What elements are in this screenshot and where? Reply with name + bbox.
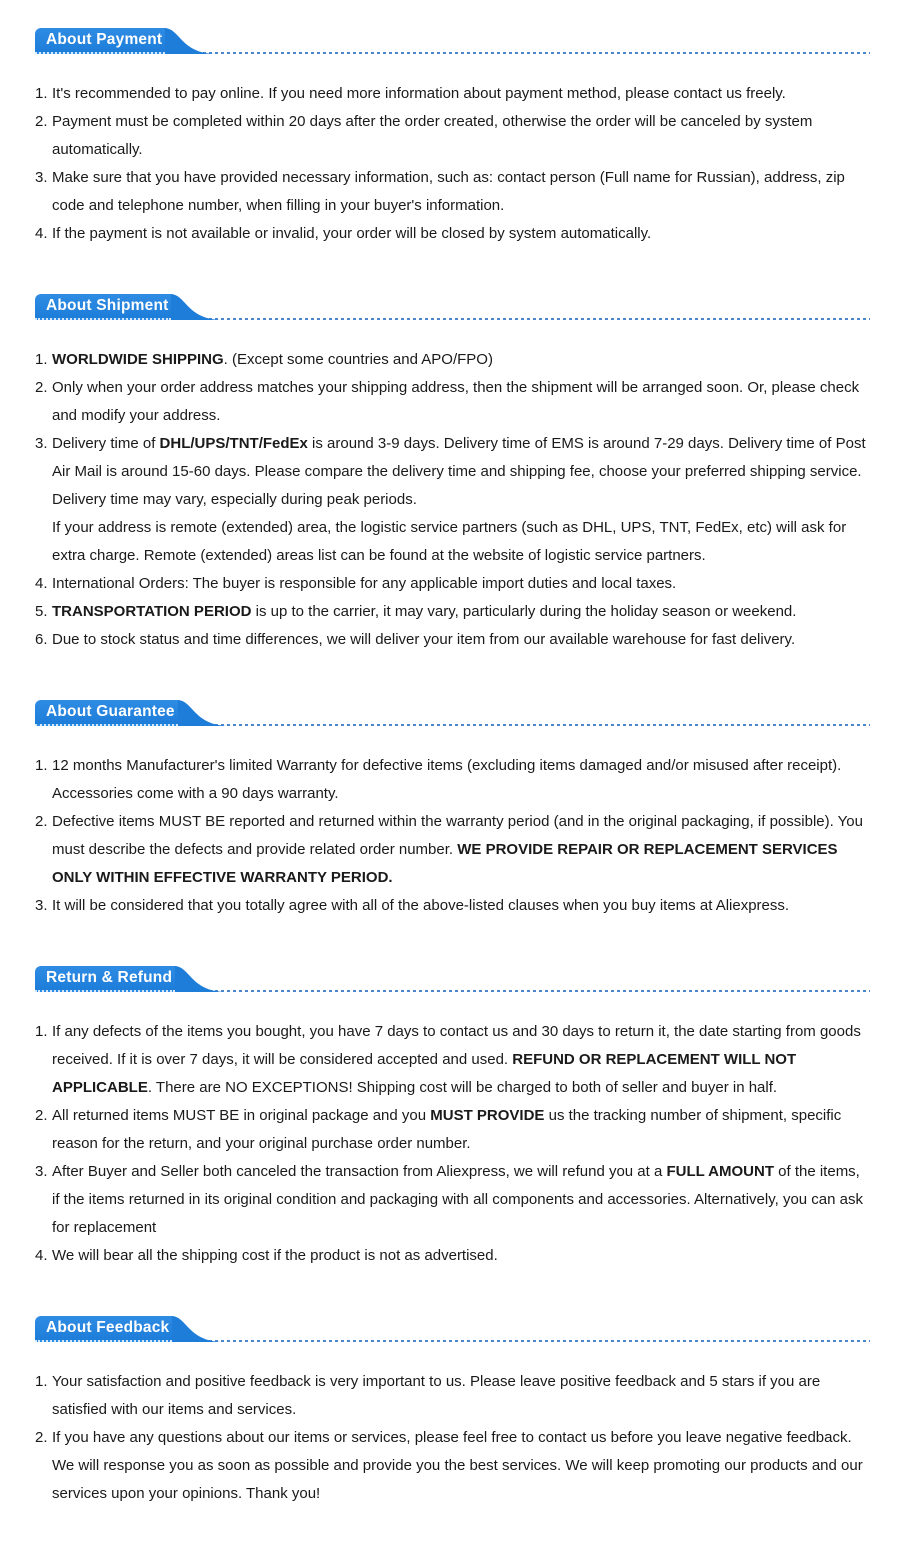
text-run-bold: WE PROVIDE REPAIR OR REPLACEMENT SERVICES ONLY WITHIN EFFECTIVE WARRANTY PERIOD. [52, 841, 838, 886]
text-run: International Orders: The buyer is responsible for any applicable import duties and local taxes. [52, 575, 677, 592]
item-number: 2. [35, 379, 48, 396]
policy-item [35, 1158, 870, 1242]
section-header [35, 700, 870, 726]
policy-item [35, 1102, 870, 1158]
item-number: 1. [35, 85, 48, 102]
item-text [52, 1018, 870, 1102]
ribbon-tail-icon [172, 1316, 222, 1342]
text-run: All returned items MUST BE in original package and you [52, 1107, 431, 1124]
item-number: 2. [35, 113, 48, 130]
ribbon-rect [35, 1316, 172, 1342]
item-number: 1. [35, 351, 48, 368]
item-number: 3. [35, 169, 48, 186]
item-paragraph [52, 220, 870, 248]
ribbon-rect [35, 28, 165, 54]
item-paragraph [52, 108, 870, 164]
item-number: 2. [35, 813, 48, 830]
text-run: Delivery time of [52, 435, 160, 452]
section-items [35, 1368, 870, 1508]
section-ribbon [35, 700, 228, 726]
policy-item [35, 374, 870, 430]
item-number: 1. [35, 757, 48, 774]
item-number: 1. [35, 1023, 48, 1040]
item-paragraph [52, 1102, 870, 1158]
item-text [52, 1158, 870, 1242]
policy-item [35, 80, 870, 108]
item-text [52, 598, 870, 626]
ribbon-tail-icon [178, 700, 228, 726]
text-run: If you have any questions about our items or services, please feel free to contact us before you leave negative feedback. We will response you as soon as possible and provide you the best services. We will keep promoting our products and our services upon your opinions. Thank you! [52, 1429, 863, 1502]
policy-item [35, 346, 870, 374]
item-text [52, 80, 870, 108]
item-paragraph [52, 1368, 870, 1424]
item-paragraph [52, 892, 870, 920]
item-text [52, 1102, 870, 1158]
policy-section-about-shipment [35, 294, 870, 654]
section-items [35, 346, 870, 654]
section-title: About Guarantee [46, 702, 175, 720]
section-title: About Feedback [46, 1318, 170, 1336]
policy-item [35, 1368, 870, 1424]
item-number: 3. [35, 1163, 48, 1180]
item-paragraph [52, 430, 870, 514]
text-run-bold: REFUND OR REPLACEMENT WILL NOT APPLICABLE [52, 1051, 797, 1096]
item-paragraph [52, 164, 870, 220]
item-text [52, 220, 870, 248]
policy-item [35, 570, 870, 598]
item-paragraph [52, 1242, 870, 1270]
policy-sections [35, 28, 870, 1508]
ribbon-rect [35, 700, 178, 726]
text-run-bold: TRANSPORTATION PERIOD [52, 603, 252, 620]
section-header [35, 28, 870, 54]
ribbon-rect [35, 966, 175, 992]
item-number: 6. [35, 631, 48, 648]
section-items [35, 80, 870, 248]
policy-item [35, 1242, 870, 1270]
text-run: Make sure that you have provided necessary information, such as: contact person (Full name for Russian), address, zip code and telephone number, when filling in your buyer's information. [52, 169, 845, 214]
text-run: If the payment is not available or invalid, your order will be closed by system automatically. [52, 225, 652, 242]
text-run: Your satisfaction and positive feedback is very important to us. Please leave positive feedback and 5 stars if you are satisfied with our items and services. [52, 1373, 821, 1418]
section-ribbon [35, 28, 215, 54]
item-paragraph [52, 752, 870, 808]
item-text [52, 892, 870, 920]
text-run: If any defects of the items you bought, you have 7 days to contact us and 30 days to return it, the date starting from goods received. If it is over 7 days, it will be considered accepted and used. [52, 1023, 861, 1068]
section-ribbon [35, 966, 225, 992]
text-run: Due to stock status and time differences, we will deliver your item from our available warehouse for fast delivery. [52, 631, 796, 648]
text-run: If your address is remote (extended) area, the logistic service partners (such as DHL, UPS, TNT, FedEx, etc) will ask for extra charge. Remote (extended) areas list can be found at the website of logistic service partners. [52, 519, 847, 564]
text-run: It's recommended to pay online. If you need more information about payment method, please contact us freely. [52, 85, 786, 102]
item-paragraph [52, 514, 870, 570]
item-text [52, 1242, 870, 1270]
policy-item [35, 220, 870, 248]
section-header [35, 1316, 870, 1342]
text-run-bold: WORLDWIDE SHIPPING [52, 351, 224, 368]
policy-section-about-feedback [35, 1316, 870, 1508]
item-text [52, 1424, 870, 1508]
item-text [52, 1368, 870, 1424]
text-run: . There are NO EXCEPTIONS! Shipping cost will be charged to both of seller and buyer in half. [147, 1079, 778, 1096]
section-header [35, 294, 870, 320]
policy-item [35, 1018, 870, 1102]
item-number: 3. [35, 435, 48, 452]
item-paragraph [52, 626, 870, 654]
section-title: About Payment [46, 30, 163, 48]
item-text [52, 108, 870, 164]
section-items [35, 752, 870, 920]
text-run: 12 months Manufacturer's limited Warranty for defective items (excluding items damaged and/or misused after receipt). Accessories come with a 90 days warranty. [52, 757, 842, 802]
item-text [52, 808, 870, 892]
policy-item [35, 752, 870, 808]
policy-section-return-refund [35, 966, 870, 1270]
text-run: . (Except some countries and APO/FPO) [223, 351, 493, 368]
policy-item [35, 626, 870, 654]
text-run-bold: DHL/UPS/TNT/FedEx [159, 435, 308, 452]
item-number: 4. [35, 225, 48, 242]
item-number: 4. [35, 1247, 48, 1264]
text-run: After Buyer and Seller both canceled the transaction from Aliexpress, we will refund you at a [52, 1163, 667, 1180]
item-text [52, 626, 870, 654]
policy-item [35, 108, 870, 164]
item-number: 4. [35, 575, 48, 592]
section-ribbon [35, 1316, 222, 1342]
text-run: It will be considered that you totally agree with all of the above-listed clauses when you buy items at Aliexpress. [52, 897, 790, 914]
policy-section-about-payment [35, 28, 870, 248]
item-number: 2. [35, 1429, 48, 1446]
item-paragraph [52, 1018, 870, 1102]
item-text [52, 374, 870, 430]
text-run: Payment must be completed within 20 days after the order created, otherwise the order will be canceled by system automatically. [52, 113, 813, 158]
item-text [52, 752, 870, 808]
text-run: Only when your order address matches your shipping address, then the shipment will be arranged soon. Or, please check and modify your address. [52, 379, 860, 424]
section-header [35, 966, 870, 992]
section-title: Return & Refund [46, 968, 173, 986]
policy-item [35, 164, 870, 220]
policy-item [35, 808, 870, 892]
item-paragraph [52, 1158, 870, 1242]
item-paragraph [52, 570, 870, 598]
item-number: 3. [35, 897, 48, 914]
text-run: of the items, if the items returned in its original condition and packaging with all components and accessories. Alternatively, you can ask for replacement [52, 1163, 863, 1236]
item-paragraph [52, 80, 870, 108]
text-run-bold: MUST PROVIDE [430, 1107, 545, 1124]
policy-item [35, 598, 870, 626]
section-title: About Shipment [46, 296, 169, 314]
text-run-bold: FULL AMOUNT [666, 1163, 774, 1180]
item-number: 5. [35, 603, 48, 620]
text-run: We will bear all the shipping cost if the product is not as advertised. [52, 1247, 498, 1264]
item-paragraph [52, 374, 870, 430]
text-run: is around 3-9 days. Delivery time of EMS is around 7-29 days. Delivery time of Post Air Mail is around 15-60 days. Please compare the delivery time and shipping fee, choose your preferred shipping service. Delivery time may vary, especially during peak periods. [52, 435, 866, 508]
text-run: is up to the carrier, it may vary, particularly during the holiday season or weekend. [251, 603, 797, 620]
ribbon-tail-icon [175, 966, 225, 992]
item-paragraph [52, 598, 870, 626]
policy-section-about-guarantee [35, 700, 870, 920]
item-number: 2. [35, 1107, 48, 1124]
section-ribbon [35, 294, 221, 320]
item-number: 1. [35, 1373, 48, 1390]
policy-item [35, 430, 870, 570]
text-run: us the tracking number of shipment, specific reason for the return, and your original purchase order number. [52, 1107, 842, 1152]
ribbon-tail-icon [171, 294, 221, 320]
item-paragraph [52, 808, 870, 892]
item-paragraph [52, 1424, 870, 1508]
policy-item [35, 1424, 870, 1508]
item-text [52, 346, 870, 374]
ribbon-tail-icon [165, 28, 215, 54]
item-text [52, 570, 870, 598]
policy-item [35, 892, 870, 920]
ribbon-rect [35, 294, 171, 320]
text-run: Defective items MUST BE reported and returned within the warranty period (and in the original packaging, if possible). You must describe the defects and provide related order number. [52, 813, 863, 858]
section-items [35, 1018, 870, 1270]
item-text [52, 430, 870, 570]
item-paragraph [52, 346, 870, 374]
item-text [52, 164, 870, 220]
